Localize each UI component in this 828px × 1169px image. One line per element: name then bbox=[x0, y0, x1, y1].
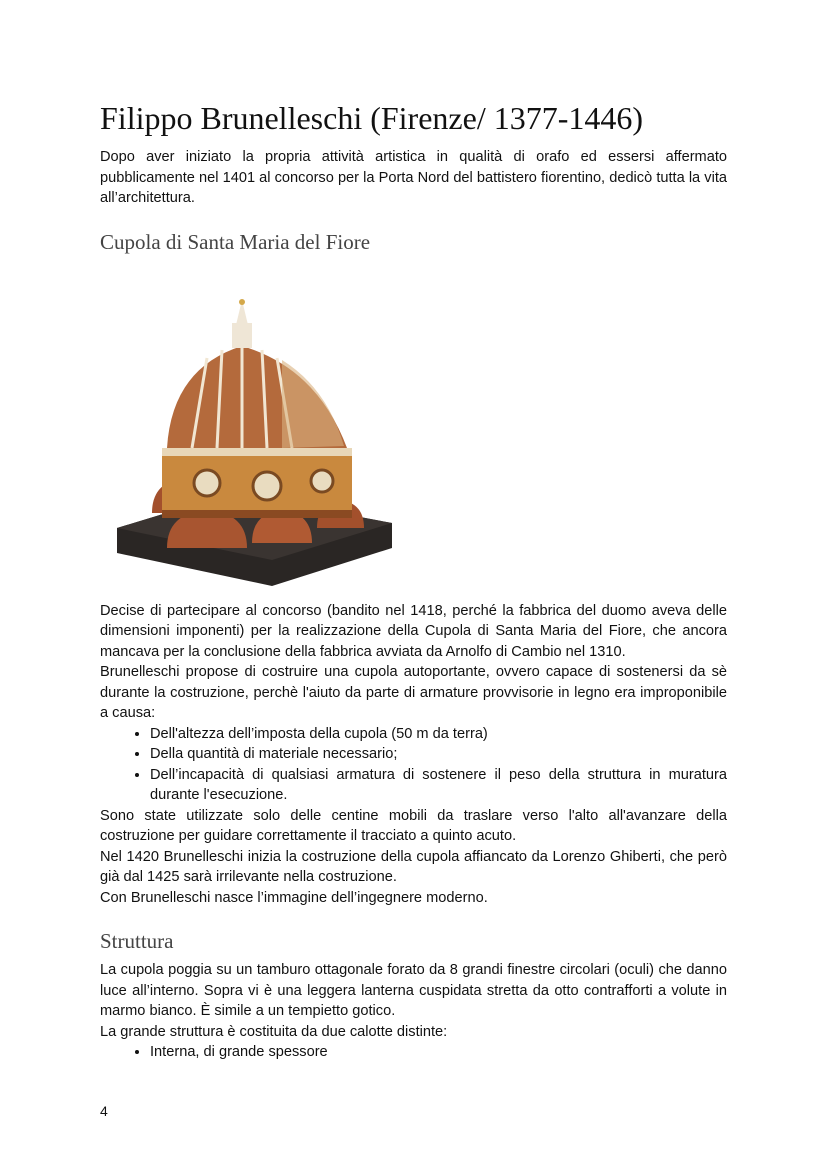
paragraph: Con Brunelleschi nasce l’immagine dell’ingegnere moderno. bbox=[100, 889, 488, 906]
paragraph: La cupola poggia su un tamburo ottagonale forato da 8 grandi finestre circolari (oculi) che danno luce all’interno. Sopra vi è una leggera lanterna cuspidata stretta da otto contrafforti a volute in marmo bianco. È simile a un tempietto gotico. bbox=[100, 962, 727, 1019]
list-item: • Dell’incapacità di qualsiasi armatura di sostenere il peso della struttura in muratura durante l'esecuzione. bbox=[150, 765, 727, 806]
paragraph: Brunelleschi propose di costruire una cupola autoportante, ovvero capace di sostenersi da sè durante la costruzione, perchè l'aiuto da parte di armature provvisorie in legno era improponibile a causa: bbox=[100, 664, 727, 721]
page-title: Filippo Brunelleschi (Firenze/ 1377-1446) bbox=[100, 100, 644, 136]
bullet-list bbox=[100, 1042, 727, 1063]
dome-model-drawing bbox=[112, 298, 397, 588]
paragraph: Nel 1420 Brunelleschi inizia la costruzione della cupola affiancato da Lorenzo Ghiberti, che però già dal 1425 sarà irrilevante nella costruzione. bbox=[100, 848, 727, 885]
list-item: • Della quantità di materiale necessario; bbox=[150, 744, 727, 765]
paragraph: La grande struttura è costituita da due calotte distinte: bbox=[100, 1023, 448, 1040]
section-body-cupola bbox=[100, 601, 727, 909]
page-content bbox=[100, 98, 727, 1063]
section-heading-cupola: Cupola di Santa Maria del Fiore bbox=[100, 229, 371, 254]
dome-model-image bbox=[112, 298, 397, 588]
intro-paragraph: Dopo aver iniziato la propria attività artistica in qualità di orafo ed essersi affermato pubblicamente nel 1401 al concorso per la Porta Nord del battistero fiorentino, dedicò tutta la vita all’architettura. bbox=[100, 149, 727, 206]
page-number: 4 bbox=[100, 1103, 108, 1119]
section-heading-struttura: Struttura bbox=[100, 929, 174, 953]
section-body-struttura bbox=[100, 960, 727, 1063]
list-item: • Dell'altezza dell’imposta della cupola (50 m da terra) bbox=[150, 724, 727, 745]
paragraph: Decise di partecipare al concorso (bandito nel 1418, perché la fabbrica del duomo aveva delle dimensioni imponenti) per la realizzazione della Cupola di Santa Maria del Fiore, che ancora mancava per la conclusione della fabbrica avviata da Arnolfo di Cambio nel 1310. bbox=[100, 602, 727, 660]
paragraph: Sono state utilizzate solo delle centine mobili da traslare verso l'alto all'avanzare della costruzione per guidare correttamente il tracciato a quinto acuto. bbox=[100, 807, 727, 844]
list-item: • Interna, di grande spessore bbox=[150, 1042, 727, 1063]
bullet-list bbox=[100, 724, 727, 806]
